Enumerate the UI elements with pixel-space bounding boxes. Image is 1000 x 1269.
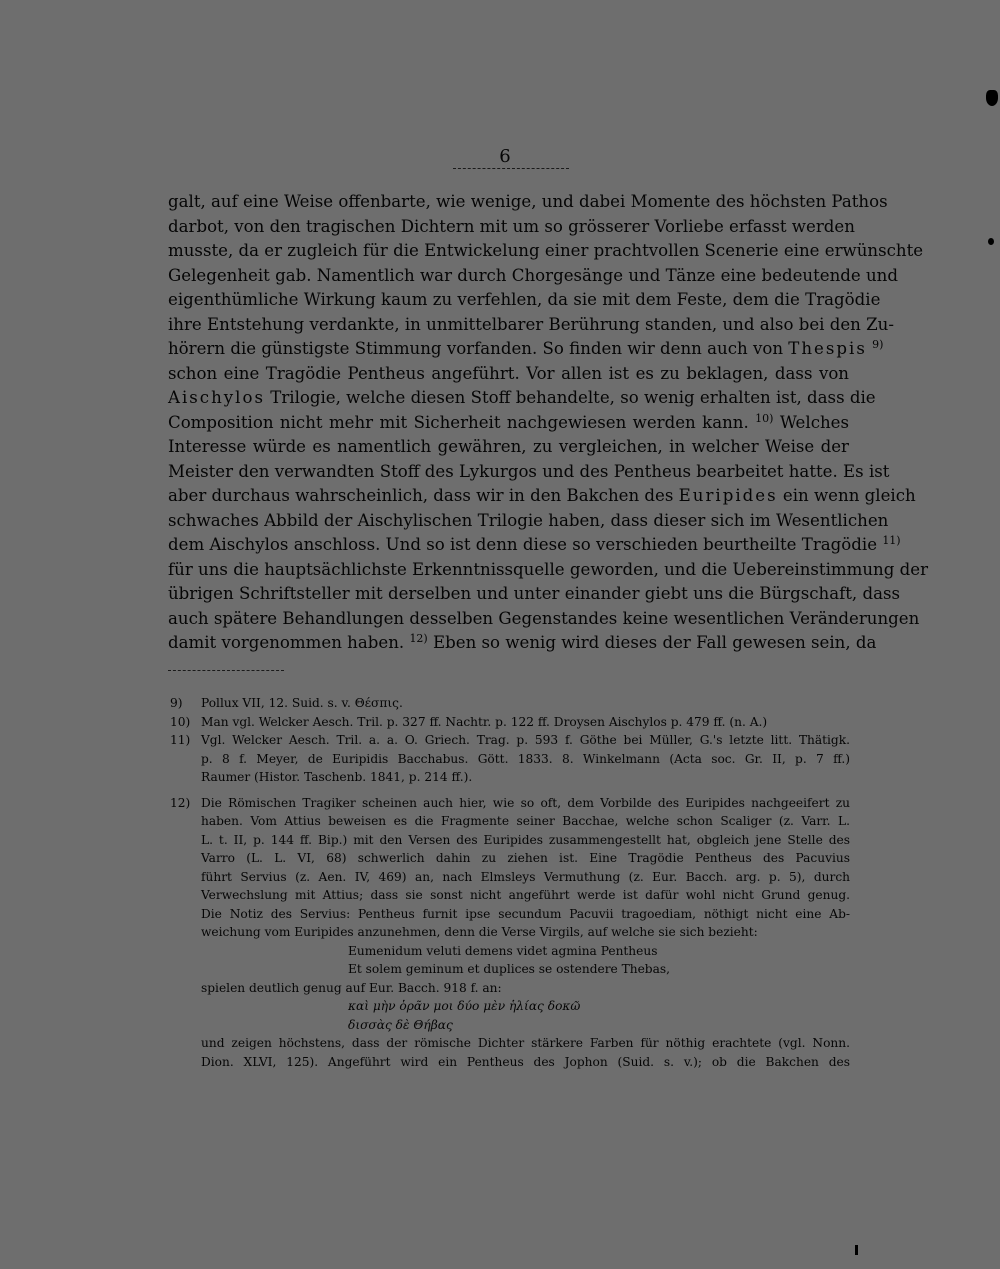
footnote-line: führt Servius (z. Aen. IV, 469) an, nach Elmsleys Vermuthung (z. Eur. Bacch. arg. p. 5), durch [201,869,850,884]
text-line [168,337,884,362]
text-line: Gelegenheit gab. Namentlich war durch Chorgesänge und Tänze eine bedeutende und [168,265,898,285]
text-fragment: Eben so wenig wird dieses der Fall gewesen sein, da [433,633,877,652]
footnote-text: Vgl. Welcker Aesch. Tril. a. a. O. Griech. Trag. p. 593 f. Göthe bei Müller, G.'s letzte litt. Thätigk. [201,733,850,747]
footnote-text: Pollux VII, 12. Suid. s. v. Θέσπις. [201,696,403,710]
footnote-text: Man vgl. Welcker Aesch. Tril. p. 327 ff. Nachtr. p. 122 ff. Droysen Aischylos p. 479 ff. (n. A.) [201,714,768,729]
text-fragment: aber durchaus wahrscheinlich, dass wir in den Bakchen des [168,486,674,505]
footnote-10 [170,713,850,732]
text-line: schwaches Abbild der Aischylischen Trilogie haben, dass dieser sich im Wesentlichen [168,510,889,530]
scan-mark [986,90,998,106]
text-line: darbot, von den tragischen Dichtern mit um so grösserer Vorliebe erfasst werden [168,216,855,236]
footnote-line: Verwechslung mit Attius; dass sie sonst nicht angeführt werde ist dafür wohl nicht Grund genug. [201,888,850,902]
footnote-line: weichung vom Euripides anzunehmen, denn die Verse Virgils, auf welche sie sich bezieht: [201,925,758,939]
scan-mark [988,238,994,245]
footnotes [170,694,850,1071]
footnote-line: und zeigen höchstens, dass der römische Dichter stärkere Farben für nöthig erachtete (vgl. Nonn. [201,1036,850,1050]
text-line: auch spätere Behandlungen desselben Gegenstandes keine wesentlichen Veränderungen [168,608,920,628]
footnote-number: 12) [170,795,191,810]
greek-verse-line: δισσὰς δὲ Θήβας [348,1017,453,1032]
text-line: Interesse würde es namentlich gewähren, zu vergleichen, in welcher Weise der [168,437,849,456]
text-fragment: Welches [779,412,850,432]
page-number: 6 [499,146,511,167]
main-text [168,190,929,656]
text-fragment: Composition nicht mehr mit Sicherheit nachgewiesen werden kann. [168,412,749,432]
verse-line: Eumenidum veluti demens videt agmina Pentheus [348,943,658,958]
footnote-line: Die Notiz des Servius: Pentheus furnit ipse secundum Pacuvii tragoediam, nöthigt nicht eine Ab- [201,906,850,921]
footnote-line: Raumer (Histor. Taschenb. 1841, p. 214 ff.). [201,770,473,784]
name-spaced: Thespis [788,339,867,358]
footnote-ref[interactable]: 11) [882,534,901,547]
text-line: schon eine Tragödie Pentheus angeführt. Vor allen ist es zu beklagen, dass von [168,363,849,383]
text-line: musste, da er zugleich für die Entwickelung einer prachtvollen Scenerie eine erwünschte [168,241,924,260]
footnote-12 [170,794,850,813]
greek-verse-line: καὶ μὴν ὁρᾶν μοι δύο μὲν ἡλίας δοκῶ [348,999,581,1013]
text-line: für uns die hauptsächlichste Erkenntnissquelle geworden, und die Uebereinstimmung der [168,559,929,579]
footnote-line: L. t. II, p. 144 ff. Bip.) mit den Versen des Euripides zusammengestellt hat, obgleich jene Stelle des [201,832,850,847]
text-fragment: dem Aischylos anschloss. Und so ist denn diese so verschieden beurtheilte Tragödie [168,535,878,554]
footnote-text: Die Römischen Tragiker scheinen auch hier, wie so oft, dem Vorbilde des Euripides nachgeeifert zu [201,795,850,810]
text-line: übrigen Schriftsteller mit derselben und unter einander giebt uns die Bürgschaft, dass [168,584,901,603]
footnote-ref[interactable]: 10) [755,411,774,425]
footnote-9 [170,694,850,713]
footnote-11 [170,731,850,750]
footnote-rule [168,670,284,671]
scan-mark [855,1245,858,1255]
footnote-ref[interactable]: 12) [409,632,428,645]
name-spaced: Aischylos [168,388,265,407]
text-line: Meister den verwandten Stoff des Lykurgos und des Pentheus bearbeitet hatte. Es ist [168,461,890,481]
footnote-line: Varro (L. L. VI, 68) schwerlich dahin zu ziehen ist. Eine Tragödie Pentheus des Pacuvius [201,851,850,865]
name-spaced: Euripides [678,486,778,505]
footnote-line: p. 8 f. Meyer, de Euripidis Bacchabus. Gött. 1833. 8. Winkelmann (Acta soc. Gr. II, p. 7 ff.) [201,751,850,766]
text-fragment: ein wenn gleich [782,486,916,505]
footnote-ref[interactable]: 9) [872,338,884,351]
text-line [168,484,916,509]
text-line [168,533,901,558]
text-line: galt, auf eine Weise offenbarte, wie wenige, und dabei Momente des höchsten Pathos [168,192,888,211]
footnote-line: haben. Vom Attius beweisen es die Fragmente seiner Bacchae, welche schon Scaliger (z. Varr. L. [201,814,850,828]
text-line: ihre Entstehung verdankte, in unmittelbarer Berührung standen, und also bei den Zu- [168,314,894,334]
text-line: eigenthümliche Wirkung kaum zu verfehlen, da sie mit dem Feste, dem die Tragödie [168,290,881,309]
footnote-number: 9) [170,696,183,710]
text-line [168,411,849,436]
verse-line: Et solem geminum et duplices se ostendere Thebas, [348,962,671,976]
footnote-line: spielen deutlich genug auf Eur. Bacch. 918 f. an: [201,980,502,995]
text-fragment: Trilogie, welche diesen Stoff behandelte, so wenig erhalten ist, dass die [270,388,876,407]
text-line [168,386,876,411]
text-fragment: damit vorgenommen haben. [168,633,405,652]
footnote-number: 10) [170,714,191,729]
text-fragment: hörern die günstigste Stimmung vorfanden. So finden wir denn auch von [168,339,784,358]
footnote-number: 11) [170,733,191,747]
text-line [168,631,877,656]
header-rule [453,168,569,169]
footnote-line: Dion. XLVI, 125). Angeführt wird ein Pentheus des Jophon (Suid. s. v.); ob die Bakchen des [201,1054,850,1069]
